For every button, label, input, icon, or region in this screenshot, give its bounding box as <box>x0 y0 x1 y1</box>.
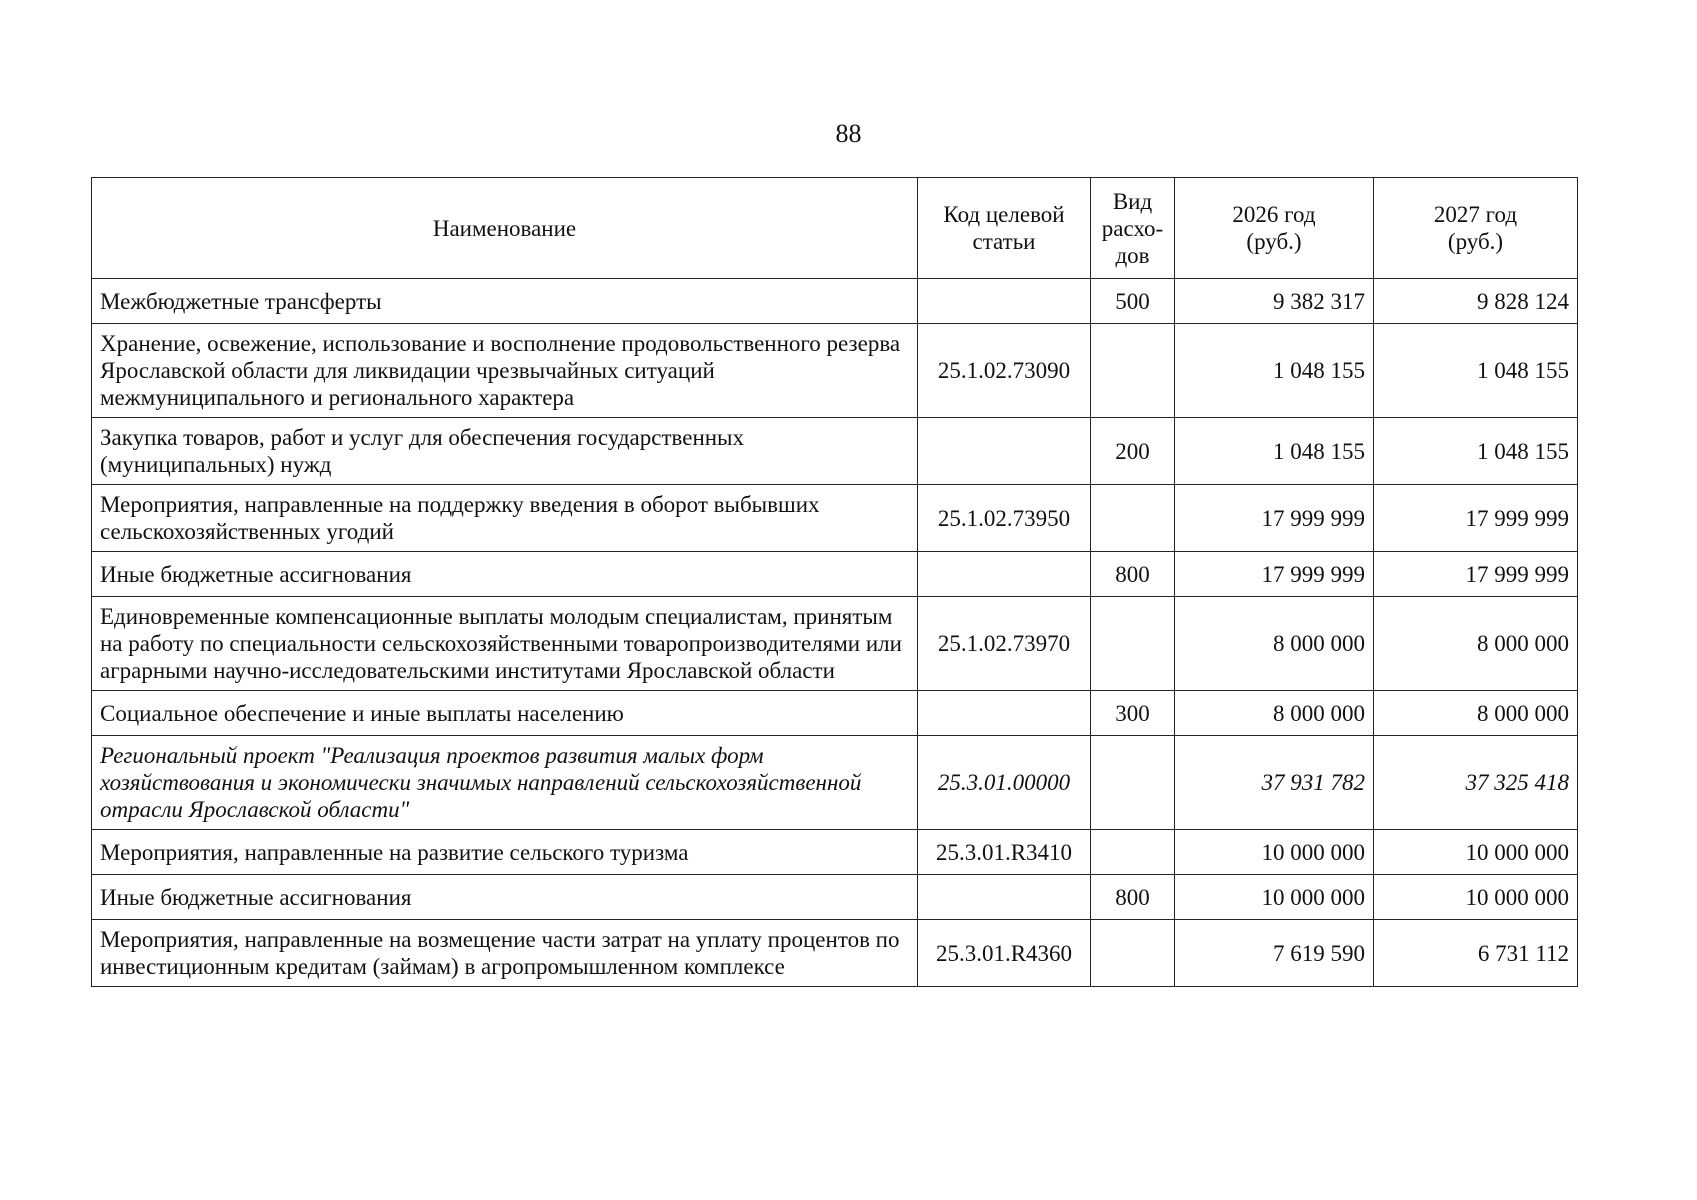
table-row <box>92 691 1578 736</box>
cell-code: 25.1.02.73950 <box>918 485 1091 552</box>
cell-code <box>918 691 1091 736</box>
header-name: Наименование <box>92 178 918 279</box>
cell-kind: 800 <box>1091 552 1175 597</box>
cell-code: 25.3.01.R4360 <box>918 920 1091 987</box>
cell-name: Мероприятия, направленные на поддержку введения в оборот выбывших сельскохозяйственных угодий <box>92 485 918 552</box>
cell-name: Мероприятия, направленные на развитие сельского туризма <box>92 830 918 875</box>
cell-2026: 1 048 155 <box>1175 324 1374 418</box>
table-row <box>92 279 1578 324</box>
cell-kind: 800 <box>1091 875 1175 920</box>
cell-name: Единовременные компенсационные выплаты молодым специалистам, принятым на работу по специальности сельскохозяйственными товаропроизводителями или аграрными научно-исследовательскими институтами Ярославской области <box>92 597 918 691</box>
cell-code <box>918 552 1091 597</box>
cell-code <box>918 875 1091 920</box>
cell-name: Региональный проект "Реализация проектов развития малых форм хозяйствования и экономически значимых направлений сельскохозяйственной отрасли Ярославской области" <box>92 736 918 830</box>
cell-2027: 8 000 000 <box>1374 691 1578 736</box>
budget-table <box>91 177 1578 987</box>
cell-2027: 10 000 000 <box>1374 875 1578 920</box>
cell-code: 25.3.01.00000 <box>918 736 1091 830</box>
table-header-row <box>92 178 1578 279</box>
page-number: 88 <box>835 119 862 148</box>
cell-kind <box>1091 597 1175 691</box>
cell-code <box>918 279 1091 324</box>
cell-kind: 200 <box>1091 418 1175 485</box>
table-row <box>92 830 1578 875</box>
table-row <box>92 418 1578 485</box>
cell-kind: 500 <box>1091 279 1175 324</box>
cell-kind <box>1091 830 1175 875</box>
cell-2026: 10 000 000 <box>1175 830 1374 875</box>
cell-name: Социальное обеспечение и иные выплаты населению <box>92 691 918 736</box>
cell-2026: 17 999 999 <box>1175 552 1374 597</box>
cell-2027: 1 048 155 <box>1374 418 1578 485</box>
table-row <box>92 597 1578 691</box>
cell-code: 25.1.02.73090 <box>918 324 1091 418</box>
cell-kind <box>1091 920 1175 987</box>
cell-2027: 9 828 124 <box>1374 279 1578 324</box>
header-year-2026: 2026 год (руб.) <box>1175 178 1374 279</box>
cell-code <box>918 418 1091 485</box>
cell-2027: 1 048 155 <box>1374 324 1578 418</box>
table-row <box>92 875 1578 920</box>
cell-2026: 7 619 590 <box>1175 920 1374 987</box>
table-row <box>92 736 1578 830</box>
cell-name: Межбюджетные трансферты <box>92 279 918 324</box>
cell-2026: 1 048 155 <box>1175 418 1374 485</box>
cell-2026: 17 999 999 <box>1175 485 1374 552</box>
cell-2027: 17 999 999 <box>1374 485 1578 552</box>
cell-code: 25.3.01.R3410 <box>918 830 1091 875</box>
table-row <box>92 552 1578 597</box>
table-row <box>92 920 1578 987</box>
cell-2027: 10 000 000 <box>1374 830 1578 875</box>
cell-2026: 8 000 000 <box>1175 597 1374 691</box>
cell-2026: 8 000 000 <box>1175 691 1374 736</box>
cell-name: Мероприятия, направленные на возмещение части затрат на уплату процентов по инвестиционным кредитам (займам) в агропромышленном комплексе <box>92 920 918 987</box>
table-row <box>92 485 1578 552</box>
cell-2026: 9 382 317 <box>1175 279 1374 324</box>
cell-name: Иные бюджетные ассигнования <box>92 875 918 920</box>
cell-2027: 17 999 999 <box>1374 552 1578 597</box>
header-year-2027: 2027 год (руб.) <box>1374 178 1578 279</box>
cell-2026: 37 931 782 <box>1175 736 1374 830</box>
cell-2027: 6 731 112 <box>1374 920 1578 987</box>
cell-2027: 37 325 418 <box>1374 736 1578 830</box>
cell-2027: 8 000 000 <box>1374 597 1578 691</box>
cell-kind <box>1091 736 1175 830</box>
table-row <box>92 324 1578 418</box>
header-code: Код целевой статьи <box>918 178 1091 279</box>
cell-kind <box>1091 485 1175 552</box>
cell-name: Закупка товаров, работ и услуг для обеспечения государственных (муниципальных) нужд <box>92 418 918 485</box>
cell-kind <box>1091 324 1175 418</box>
cell-code: 25.1.02.73970 <box>918 597 1091 691</box>
table-body <box>92 279 1578 987</box>
cell-name: Иные бюджетные ассигнования <box>92 552 918 597</box>
cell-kind: 300 <box>1091 691 1175 736</box>
cell-name: Хранение, освежение, использование и восполнение продовольственного резерва Ярославской области для ликвидации чрезвычайных ситуаций межмуниципального и регионального характера <box>92 324 918 418</box>
cell-2026: 10 000 000 <box>1175 875 1374 920</box>
header-kind: Вид расхо- дов <box>1091 178 1175 279</box>
